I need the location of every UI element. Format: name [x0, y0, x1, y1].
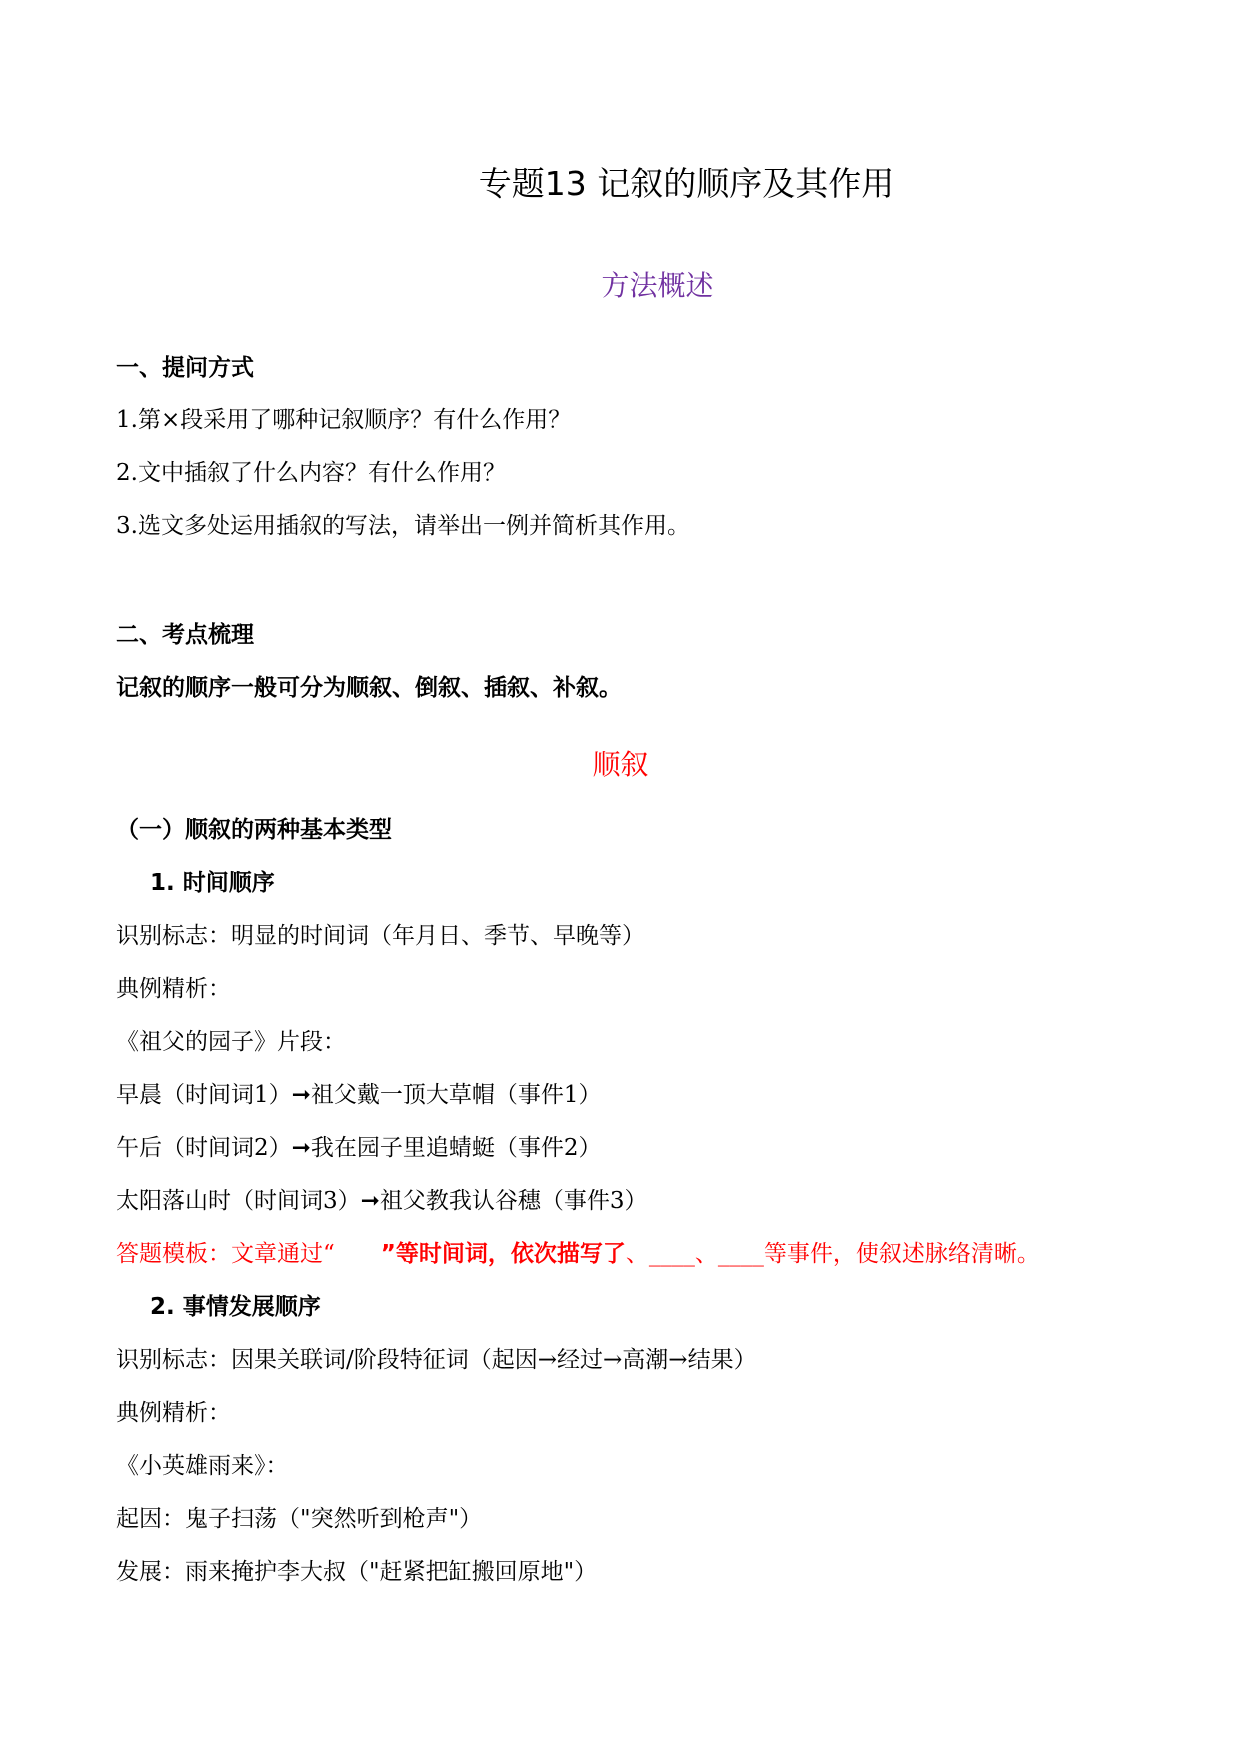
type2-heading: 2. 事情发展顺序 — [150, 1294, 321, 1320]
question-item-3: 3.选文多处运用插叙的写法，请举出一例并简析其作用。 — [116, 513, 690, 539]
part2-heading: 二、考点梳理 — [116, 622, 254, 648]
type2-marker: 识别标志：因果关联词/阶段特征词（起因→经过→高潮→结果） — [116, 1347, 757, 1373]
section-heading-method: 方法概述 — [601, 269, 714, 302]
type2-work-title: 《小英雄雨来》： — [116, 1453, 289, 1479]
type2-example-label: 典例精析： — [116, 1400, 231, 1426]
page-title: 专题13 记叙的顺序及其作用 — [478, 164, 895, 203]
type1-marker: 识别标志：明显的时间词（年月日、季节、早晚等） — [116, 923, 645, 949]
answer-template-blank — [335, 1241, 381, 1267]
part1-heading: 一、提问方式 — [116, 355, 254, 381]
question-item-1: 1.第×段采用了哪种记叙顺序？有什么作用？ — [116, 407, 572, 433]
type1-line-3: 太阳落山时（时间词3）➞祖父教我认谷穗（事件3） — [116, 1188, 648, 1214]
answer-template-tail: 、____、____等事件，使叙述脉络清晰。 — [625, 1241, 1040, 1267]
type2-line-2: 发展：雨来掩护李大叔（"赶紧把缸搬回原地"） — [116, 1559, 598, 1585]
sub1-heading: （一）顺叙的两种基本类型 — [116, 817, 392, 843]
type1-example-label: 典例精析： — [116, 976, 231, 1002]
type2-line-1: 起因：鬼子扫荡（"突然听到枪声"） — [116, 1506, 483, 1532]
type1-heading: 1. 时间顺序 — [150, 870, 275, 896]
type1-line-1: 早晨（时间词1）➞祖父戴一顶大草帽（事件1） — [116, 1082, 602, 1108]
answer-template-bold: ”等时间词，依次描写了 — [380, 1241, 626, 1267]
question-item-2: 2.文中插叙了什么内容？有什么作用？ — [116, 460, 506, 486]
part2-summary: 记叙的顺序一般可分为顺叙、倒叙、插叙、补叙。 — [116, 675, 622, 701]
answer-template-lead: 答题模板：文章通过“ — [116, 1241, 335, 1267]
type1-line-2: 午后（时间词2）➞我在园子里追蜻蜓（事件2） — [116, 1135, 602, 1161]
section-heading-shunxu: 顺叙 — [592, 748, 649, 781]
answer-template — [116, 1239, 1040, 1269]
type1-work-title: 《祖父的园子》片段： — [116, 1029, 346, 1055]
